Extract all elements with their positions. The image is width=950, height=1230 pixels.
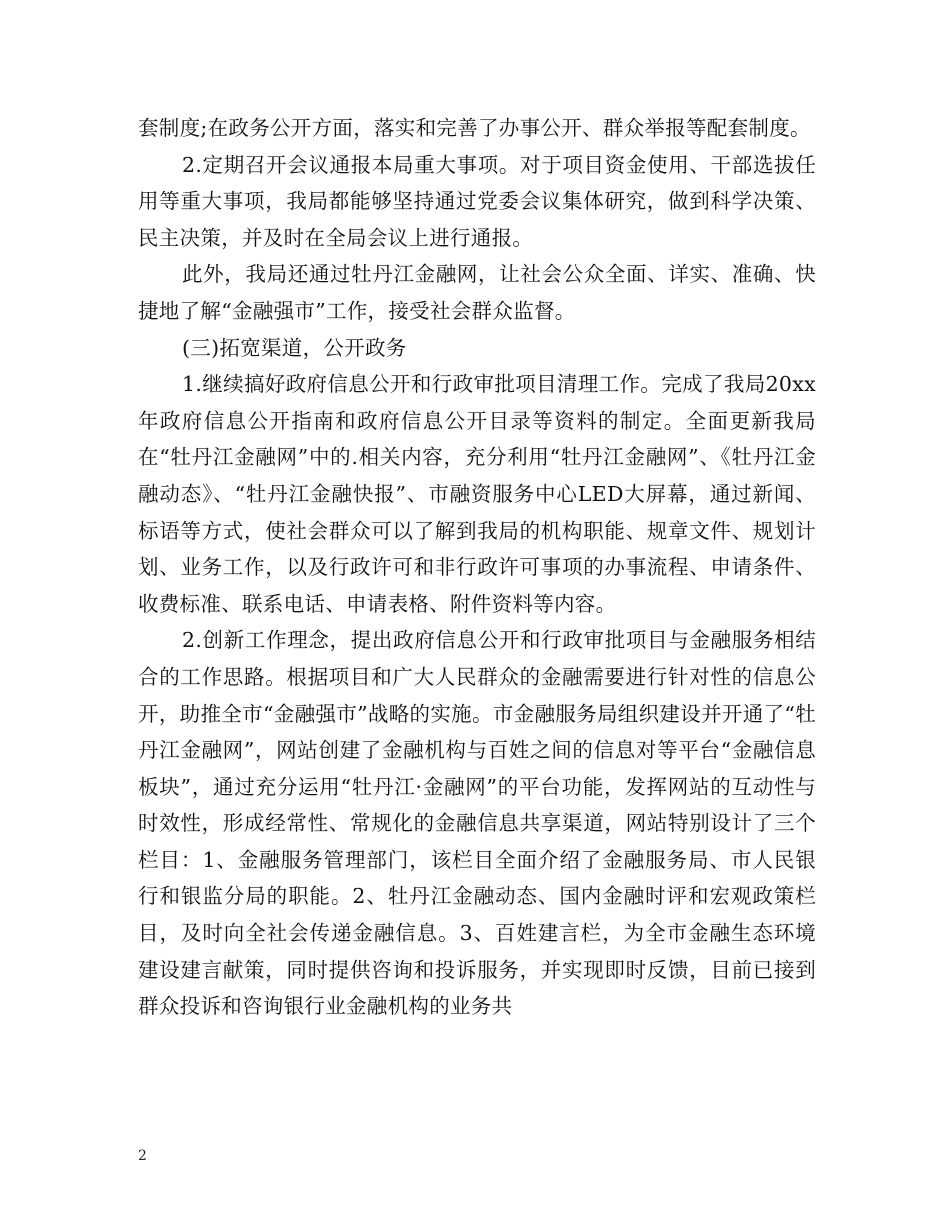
section-heading-3: (三)拓宽渠道，公开政务: [182, 335, 407, 360]
paragraph-additionally: 此外，我局还通过牡丹江金融网，让社会公众全面、详实、准确、快捷地了解“金融强市”工作，接受社会群众监督。: [138, 262, 816, 323]
paragraph-item-2-innovation: 2.创新工作理念，提出政府信息公开和行政审批项目与金融服务相结合的工作思路。根据项目和广大人民群众的金融需要进行针对性的信息公开，助推全市“金融强市”战略的实施。市金融服务局组织建设并开通了“牡丹江金融网”，网站创建了金融机构与百姓之间的信息对等平台“金融信息板块”，通过充分运用“牡丹江·金融网”的平台功能，发挥网站的互动性与时效性，形成经常性、常规化的金融信息共享渠道，网站特别设计了三个栏目：1、金融服务管理部门，该栏目全面介绍了金融服务局、市人民银行和银监分局的职能。2、牡丹江金融动态、国内金融时评和宏观政策栏目，及时向全社会传递金融信息。3、百姓建言栏，为全市金融生态环境建设建言献策，同时提供咨询和投诉服务，并实现即时反馈，目前已接到群众投诉和咨询银行业金融机构的业务共: [138, 628, 816, 1019]
document-body: [138, 110, 816, 1025]
page-number: 2: [138, 1148, 147, 1164]
paragraph-continuation: 套制度;在政务公开方面，落实和完善了办事公开、群众举报等配套制度。: [138, 116, 811, 140]
paragraph-item-2-meetings: 2.定期召开会议通报本局重大事项。对于项目资金使用、干部选拔任用等重大事项，我局都能够坚持通过党委会议集体研究，做到科学决策、民主决策，并及时在全局会议上进行通报。: [138, 152, 816, 250]
paragraph-item-1-disclosure: 1.继续搞好政府信息公开和行政审批项目清理工作。完成了我局20xx年政府信息公开指南和政府信息公开目录等资料的制定。全面更新我局在“牡丹江金融网”中的.相关内容，充分利用“牡丹江金融网”、《牡丹江金融动态》、“牡丹江金融快报”、市融资服务中心LED大屏幕，通过新闻、标语等方式，使社会群众可以了解到我局的机构职能、规章文件、规划计划、业务工作，以及行政许可和非行政许可事项的办事流程、申请条件、收费标准、联系电话、申请表格、附件资料等内容。: [138, 372, 816, 616]
